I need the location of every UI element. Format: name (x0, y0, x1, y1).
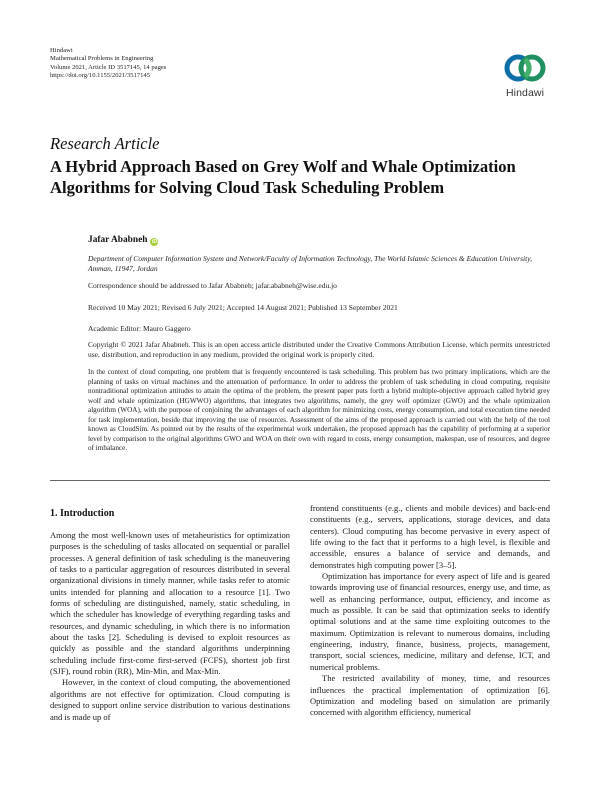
article-type: Research Article (50, 134, 160, 153)
right-column (310, 503, 550, 719)
correspondence: Correspondence should be addressed to Jafar Ababneh; jafar.ababneh@wise.edu.jo (88, 281, 337, 290)
article-title: A Hybrid Approach Based on Grey Wolf and Whale Optimization Algorithms for Solving Cloud Task Scheduling Problem (50, 157, 516, 197)
affiliation: Department of Computer Information System and Network/Faculty of Information Technology, The World Islamic Sciences & Education University, Amman, 11947, Jordan (88, 254, 532, 273)
author-name[interactable]: Jafar Ababneh (88, 235, 148, 245)
copyright-notice: Copyright © 2021 Jafar Ababneh. This is an open access article distributed under the Creative Commons Attribution License, which permits unrestricted use, distribution, and reproduction in any medium, provided the original work is properly cited. (88, 340, 550, 359)
hindawi-logo (498, 50, 552, 106)
logo-text: Hindawi (505, 87, 545, 99)
paragraph: However, in the context of cloud computing, the abovementioned algorithms are not effective for optimization. Cloud computing is designed to support online service distribution to various destinations and is made up of (50, 677, 290, 722)
publication-dates: Received 10 May 2021; Revised 6 July 2021; Accepted 14 August 2021; Published 13 September 2021 (88, 303, 398, 312)
paragraph: The restricted availability of money, time, and resources influences the practical implementation of optimization [6]. Optimization and modeling based on simulation are primarily concerned with algorithm efficiency, numerical (310, 673, 550, 718)
doi-link[interactable]: https://doi.org/10.1155/2021/3517145 (50, 72, 151, 80)
publisher-name: Hindawi (50, 47, 73, 54)
abstract: In the context of cloud computing, one problem that is frequently encountered is task scheduling. This problem has two primary implications, which are the planning of tasks on virtual machines and the attenuation of performance. In order to address the problem of task scheduling in cloud computing, requisite nontraditional optimization attitudes to attain the optima of the problem, the present paper puts forth a hybrid multiple-objective approach called hybrid grey wolf and whale optimization (HGWWO) algorithms, that integrates two algorithms, namely, the grey wolf optimizer (GWO) and the whale optimization algorithm (WOA), with the purpose of conjoining the advantages of each algorithm for minimizing costs, energy consumption, and total execution time needed for task implementation, beside that improving the use of resources. Assessment of the aims of the proposed approach is carried out with the help of the tool known as CloudSim. As pointed out by the results of the experimental work undertaken, the proposed approach has the capability of performing at a superior level by comparison to the original algorithms GWO and WOA on their own with regard to costs, energy consumption, makespan, use of resources, and degree of imbalance. (88, 368, 550, 453)
orcid-icon[interactable]: iD (151, 239, 157, 245)
section-divider (50, 480, 550, 481)
paragraph: frontend constituents (e.g., clients and mobile devices) and back-end constituents (e.g., servers, applications, storage devices, and data centers). Cloud computing has become pervasive in every aspect of life owing to the fact that it performs to a high level, is flexible and accessible, ensures a balance of service and demands, and demonstrates high computing power [3–5]. (310, 503, 550, 570)
academic-editor: Academic Editor: Mauro Gaggero (88, 324, 191, 333)
journal-volume: Volume 2021, Article ID 3517145, 14 pages (50, 63, 167, 71)
author (88, 235, 158, 246)
left-column (50, 508, 290, 723)
hindawi-logo-icon (503, 50, 547, 86)
paragraph: Among the most well-known uses of metaheuristics for optimization purposes is the scheduling of tasks allocated on sequential or parallel processes. A general definition of task scheduling is the maneuvering of tasks to a particular aggregation of resources distributed in several organizational divisions in timely manner, while tasks refer to atomic units intended for planning and allocation to a resource [1]. Two forms of scheduling are distinguished, namely, static scheduling, in which the scheduler has knowledge of everything regarding tasks and resources, and dynamic scheduling, in which there is no information about the tasks [2]. Scheduling is devised to exploit resources as quickly as possible and the standard algorithms underpinning scheduling include first-come first-served (FCFS), shortest job first (SJF), round robin (RR), Min-Min, and Max-Min. (50, 530, 290, 677)
journal-name: Mathematical Problems in Engineering (50, 55, 154, 63)
section-heading: 1. Introduction (50, 508, 115, 519)
paragraph: Optimization has importance for every aspect of life and is geared towards improving use of financial resources, energy use, and time, as well as enhancing performance, output, efficiency, and income as much as possible. It can be said that optimization seeks to identify optimal solutions and at the same time exploiting outcomes to the maximum. Optimization is relevant to numerous domains, including engineering, industry, finance, business, projects, management, transport, social sciences, medicine, military and defense, ICT, and numerical problems. (310, 571, 550, 672)
journal-meta (50, 47, 166, 81)
